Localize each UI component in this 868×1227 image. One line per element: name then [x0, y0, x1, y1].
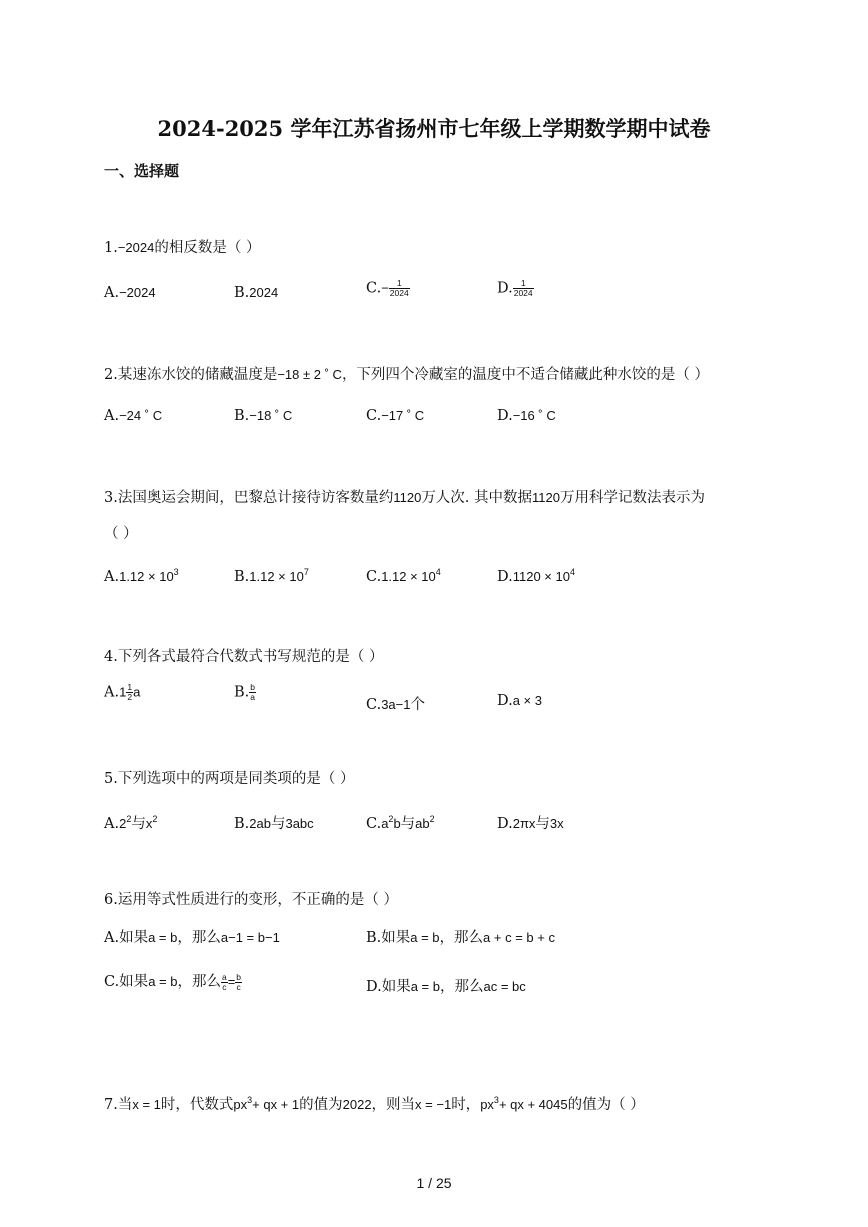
q1-option-c: C.− $\frac{1}{2024}$: [366, 278, 409, 298]
q6-option-d: D.如果a = b，那么ac = bc: [366, 979, 526, 995]
q4-option-a: A.1 $\frac{1}{2}$ a: [104, 682, 141, 702]
q2-option-c: C.−17 ˚ C: [366, 408, 425, 424]
q3-option-c: $C.1.12 \times 10^4$: [366, 567, 441, 585]
question-6-stem: 6.运用等式性质进行的变形，不正确的是（ ）: [104, 892, 398, 908]
q2-option-b: B.−18 ˚ C: [234, 408, 293, 424]
q3-option-a: $A.1.12 \times 10^3$: [104, 567, 179, 585]
q4-option-d: D.a × 3: [497, 693, 542, 709]
q2-option-d: D.−16 ˚ C: [497, 408, 556, 424]
q6-option-b: B.如果a = b，那么a + c = b + c: [366, 930, 555, 946]
q2-option-a: A.−24 ˚ C: [104, 408, 163, 424]
q4-option-c: C.3a−1个: [366, 697, 425, 713]
page-number: 1 / 25: [416, 1175, 452, 1191]
question-3-stem-line2: （ ）: [104, 526, 138, 542]
section-heading: 一、选择题: [104, 162, 180, 180]
q1-option-a: A.−2024: [104, 285, 156, 301]
q1-option-b: B.2024: [234, 285, 279, 301]
q5-option-c: $C.a^2b$与$ab^2$: [366, 814, 435, 832]
question-5-stem: 5.下列选项中的两项是同类项的是（ ）: [104, 771, 355, 787]
q4-option-b: B. $\frac{b}{a}$: [234, 682, 255, 702]
q5-option-a: $A.2^2$与$x^2$: [104, 814, 158, 832]
q3-option-b: $B.1.12 \times 10^7$: [234, 567, 309, 585]
q6-option-c: C.如果a = b，那么 $\frac{a}{c}$ = $\frac{b}{c}$: [104, 971, 242, 992]
q1-option-d: D. $\frac{1}{2024}$: [497, 278, 533, 298]
question-7-stem: 7.当x = 1时，代数式$px^3+$ qx + 1的值为2022，则当x = −1时，$px^3+$ qx + 4045的值为（ ）: [104, 1095, 645, 1113]
question-4-stem: 4.下列各式最符合代数式书写规范的是（ ）: [104, 649, 384, 665]
q6-option-a: A.如果a = b，那么a−1 = b−1: [104, 930, 280, 946]
question-3-stem: 3.法国奥运会期间，巴黎总计接待访客数量约1120万人次. 其中数据1120万用科学记数法表示为: [104, 490, 705, 506]
question-1-stem: 1.−2024的相反数是（ ）: [104, 240, 261, 256]
page-title: 2024-2025 学年江苏省扬州市七年级上学期数学期中试卷: [157, 116, 711, 141]
question-2-stem: 2.某速冻水饺的储藏温度是−18 ± 2 ˚ C，下列四个冷藏室的温度中不适合储藏此种水饺的是（ ）: [104, 367, 710, 383]
q5-option-d: D.2πx与3x: [497, 816, 564, 832]
q5-option-b: B.2ab与3abc: [234, 816, 314, 832]
q3-option-d: $D.1120 \times 10^4$: [497, 567, 575, 585]
